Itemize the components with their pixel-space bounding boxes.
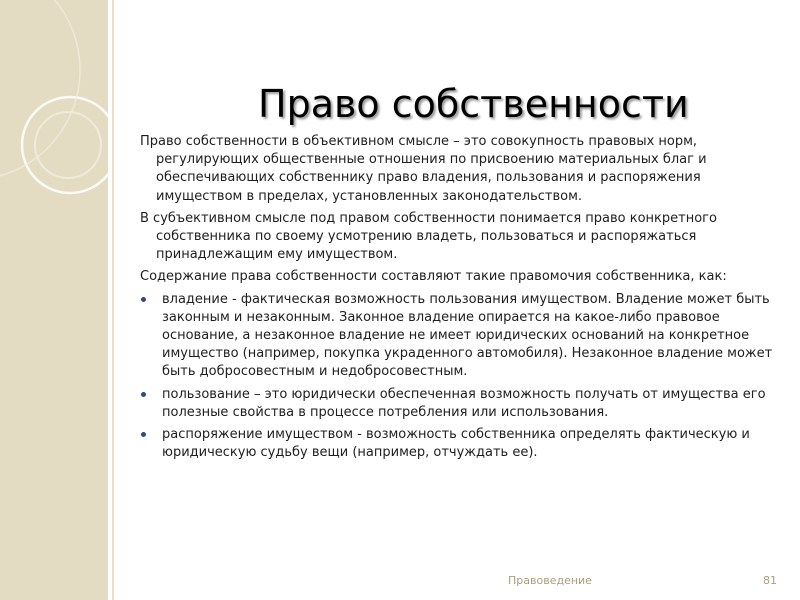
sidebar-divider [112, 0, 114, 600]
bullet-dot-icon [141, 297, 146, 302]
bullet-text: пользование – это юридически обеспеченная возможность получать от имущества его полезные свойства в процессе потребления или использования. [162, 386, 766, 420]
slide-body [140, 133, 780, 466]
bullet-text: распоряжение имуществом - возможность собственника определять фактическую и юридическую судьбу вещи (например, отчуждать ее). [162, 427, 750, 461]
paragraph-objective: Право собственности в объективном смысле – это совокупность правовых норм, регулирующих общественные отношения по присвоению материальных благ и обеспечивающих собственнику право владения, пользования и распоряжения имуществом в пределах, установленных законодательством. [140, 134, 707, 204]
bullet-disposal [140, 426, 780, 462]
paragraph-content: Содержание права собственности составляют такие правомочия собственника, как: [140, 269, 727, 285]
footer-subject: Правоведение [508, 574, 592, 587]
page-number: 81 [763, 574, 777, 587]
bullet-possession [140, 291, 780, 382]
bullet-dot-icon [141, 432, 146, 437]
decorative-sidebar [0, 0, 108, 600]
paragraph-subjective: В субъективном смысле под правом собственности понимается право конкретного собственника по своему усмотрению владеть, пользоваться и распоряжаться принадлежащим ему имуществом. [140, 210, 717, 263]
bullet-dot-icon [141, 392, 146, 397]
bullet-text: владение - фактическая возможность пользования имуществом. Владение может быть законным и незаконным. Законное владение опирается на какое-либо правовое основание, а незаконное владение не имеет юридических оснований на конкретное имущество (например, покупка украденного автомобиля). Незаконное владение может быть добросовестным и недобросовестным. [162, 291, 773, 380]
slide-title: Право собственности [258, 82, 689, 126]
decorative-circles-icon [0, 0, 108, 600]
bullet-use [140, 386, 780, 422]
